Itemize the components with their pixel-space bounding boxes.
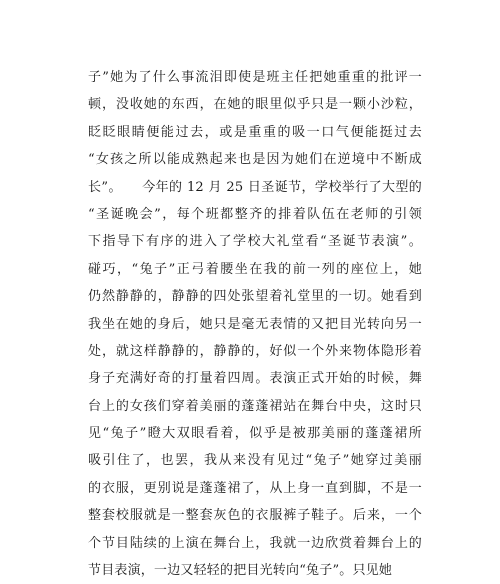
text-line: 吸引住了，也罢，我从来没有见过“兔子”她穿过美丽 <box>88 453 422 469</box>
text-line: 身子充满好奇的打量着四周。表演正式开始的时候，舞 <box>88 371 422 387</box>
text-line: 台上的女孩们穿着美丽的蓬蓬裙站在舞台中央，这时只 <box>88 398 422 414</box>
text-line: “女孩之所以能成熟起来也是因为她们在逆境中不断成 <box>88 152 422 168</box>
text-line: 下指导下有序的进入了学校大礼堂看“圣诞节表演”。 <box>88 234 422 250</box>
body-text <box>88 64 422 584</box>
text-line: 子”她为了什么事流泪即使是班主任把她重重的批评一 <box>88 70 422 85</box>
text-line: 的衣服，更别说是蓬蓬裙了，从上身一直到脚，不是一 <box>88 480 422 496</box>
text-line: “圣诞晚会”，每个班都整齐的排着队伍在老师的引领 <box>88 206 422 222</box>
text-line: 节目表演，一边又轻轻的把目光转向“兔子”。只见她 <box>88 563 393 579</box>
text-line: 碰巧，“兔子”正弓着腰坐在我的前一列的座位上，她 <box>88 261 422 277</box>
text-line: 仍然静静的，静静的四处张望着礼堂里的一切。她看到 <box>88 289 422 305</box>
text-line: 见“兔子”瞪大双眼看着，似乎是被那美丽的蓬蓬裙所 <box>88 426 422 442</box>
text-line: 个节目陆续的上演在舞台上，我就一边欣赏着舞台上的 <box>88 535 422 551</box>
text-line: 顿，没收她的东西，在她的眼里似乎只是一颗小沙粒， <box>88 97 422 113</box>
text-line: 眨眨眼睛便能过去，或是重重的吸一口气便能挺过去 <box>88 124 422 140</box>
text-line: 我坐在她的身后，她只是毫无表情的又把目光转向另一 <box>88 316 422 332</box>
text-line: 长”。 今年的 12 月 25 日圣诞节，学校举行了大型的 <box>88 179 422 195</box>
text-line: 处，就这样静静的，静静的，好似一个外来物体隐形着 <box>88 343 422 359</box>
text-line: 整套校服就是一整套灰色的衣服裤子鞋子。后来，一个 <box>88 508 422 524</box>
